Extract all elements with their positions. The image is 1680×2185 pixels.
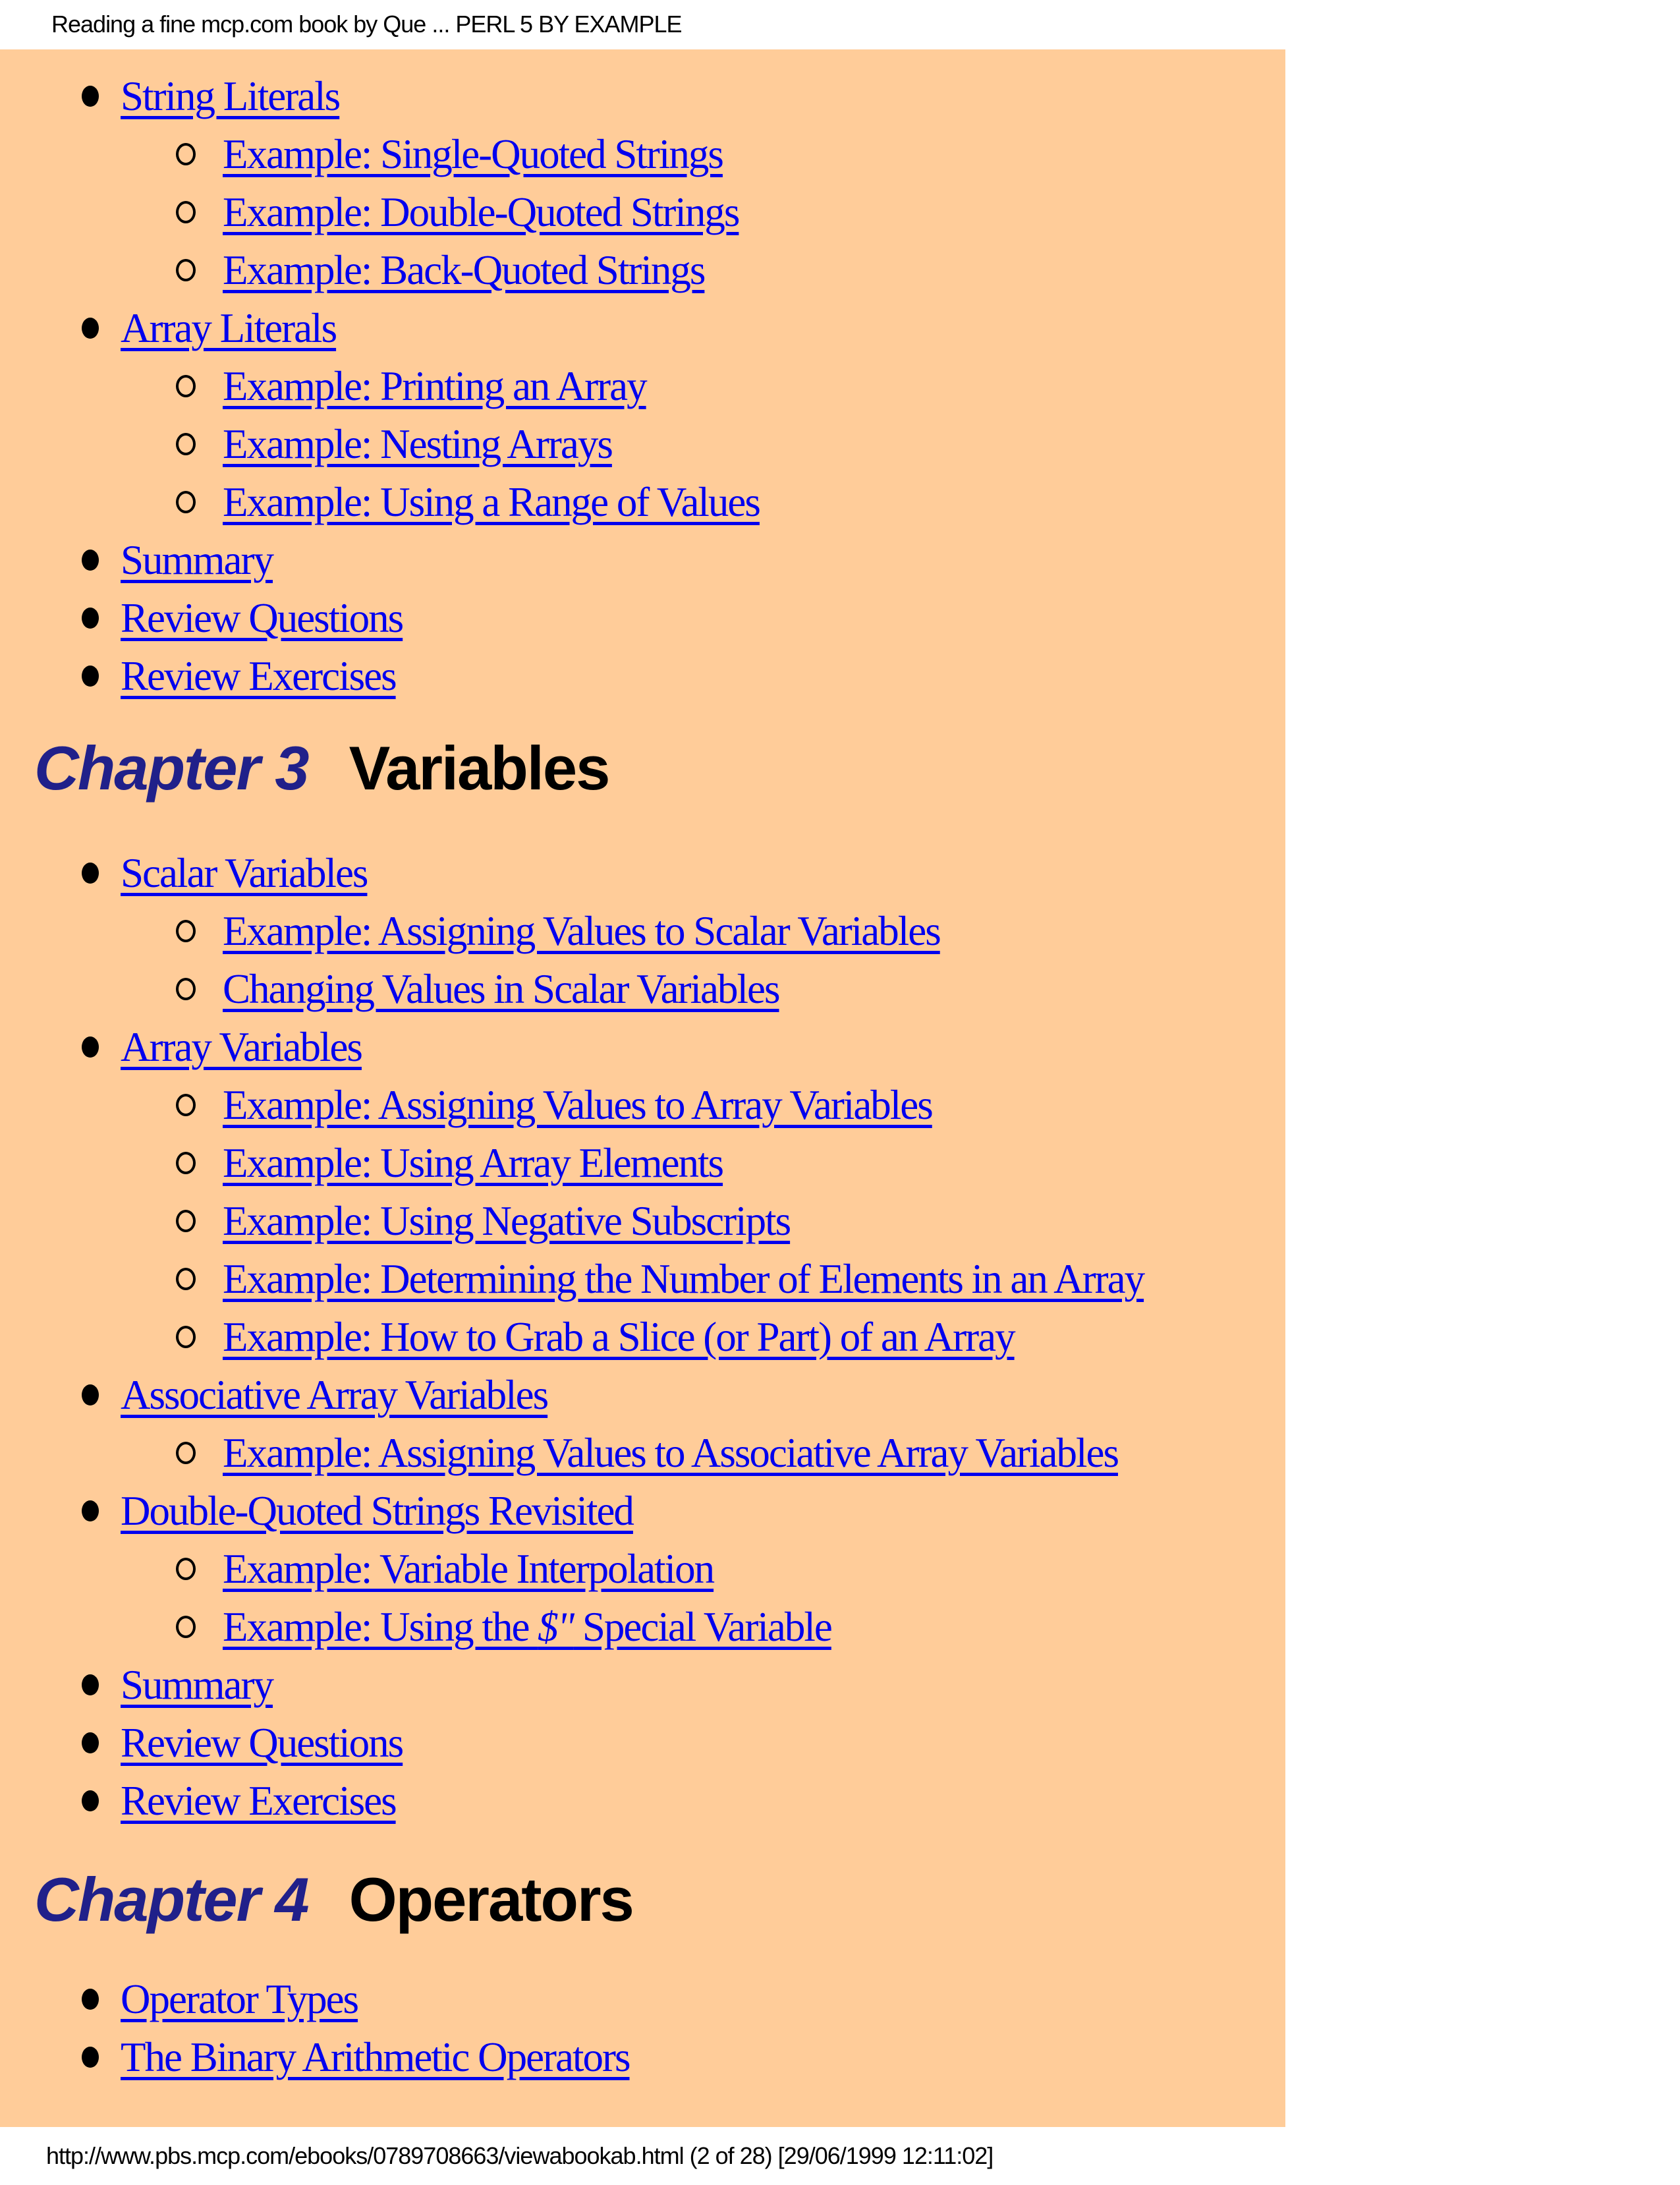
toc-item (0, 1482, 1285, 1540)
toc-item (0, 1424, 1285, 1482)
toc-content-panel (0, 49, 1285, 2127)
toc-item (0, 844, 1285, 902)
toc-link-example-assigning-values-to-scalar-variables[interactable]: Example: Assigning Values to Scalar Variables (223, 907, 940, 954)
toc-link-operator-types[interactable]: Operator Types (121, 1975, 358, 2022)
bullet-circle-icon (176, 1442, 196, 1464)
bullet-circle-icon (176, 433, 196, 455)
bullet-circle-icon (176, 1210, 196, 1232)
toc-item (0, 1018, 1285, 1076)
toc-item (0, 357, 1285, 415)
toc-link-example-using-the-dollar-quote-special-variable[interactable] (223, 1603, 831, 1651)
bullet-circle-icon (176, 1326, 196, 1348)
bullet-circle-icon (176, 1616, 196, 1638)
toc-link-example-single-quoted-strings[interactable]: Example: Single-Quoted Strings (223, 130, 723, 177)
toc-link-summary-ch2[interactable]: Summary (121, 536, 273, 583)
bullet-disc-icon (82, 1674, 99, 1695)
toc-item (0, 531, 1285, 589)
toc-link-example-assigning-values-to-array-variables[interactable]: Example: Assigning Values to Array Variables (223, 1081, 932, 1128)
toc-link-double-quoted-strings-revisited[interactable]: Double-Quoted Strings Revisited (121, 1487, 633, 1534)
toc-link-example-back-quoted-strings[interactable]: Example: Back-Quoted Strings (223, 246, 705, 293)
chapter-4-label: Chapter 4 (34, 1865, 308, 1934)
toc-item (0, 589, 1285, 647)
chapter-4-heading (0, 1860, 1285, 1939)
toc-link-example-assigning-values-to-associative-array-variables[interactable]: Example: Assigning Values to Associative Array Variables (223, 1429, 1118, 1476)
toc-item (0, 1656, 1285, 1714)
bullet-circle-icon (176, 375, 196, 397)
bullet-disc-icon (82, 1036, 99, 1058)
toc-link-review-questions-ch3[interactable]: Review Questions (121, 1719, 403, 1766)
toc-link-review-questions-ch2[interactable]: Review Questions (121, 594, 403, 641)
bullet-disc-icon (82, 1384, 99, 1405)
toc-link-example-determining-number-of-elements[interactable]: Example: Determining the Number of Elements in an Array (223, 1255, 1144, 1302)
toc-link-example-using-array-elements[interactable]: Example: Using Array Elements (223, 1139, 723, 1186)
chapter-3-label: Chapter 3 (34, 733, 308, 803)
toc-link-associative-array-variables[interactable]: Associative Array Variables (121, 1371, 548, 1418)
toc-item (0, 299, 1285, 357)
print-header-title: Reading a fine mcp.com book by Que ... PERL 5 BY EXAMPLE (51, 11, 682, 38)
toc-link-string-literals[interactable]: String Literals (121, 72, 340, 119)
bullet-disc-icon (82, 86, 99, 107)
print-footer-url: http://www.pbs.mcp.com/ebooks/0789708663/viewabookab.html (2 of 28) [29/06/1999 12:11:02] (46, 2142, 994, 2169)
link-text-pre: Example: Using the (223, 1603, 538, 1650)
bullet-disc-icon (82, 2047, 99, 2068)
toc-item (0, 1598, 1285, 1656)
toc-item (0, 1540, 1285, 1598)
toc-link-array-variables[interactable]: Array Variables (121, 1023, 362, 1070)
toc-link-example-using-negative-subscripts[interactable]: Example: Using Negative Subscripts (223, 1197, 791, 1244)
toc-item (0, 183, 1285, 241)
bullet-circle-icon (176, 259, 196, 281)
toc-link-the-binary-arithmetic-operators[interactable]: The Binary Arithmetic Operators (121, 2033, 630, 2080)
toc-item (0, 902, 1285, 960)
toc-item (0, 415, 1285, 473)
bullet-disc-icon (82, 318, 99, 339)
bullet-disc-icon (82, 666, 99, 687)
bullet-circle-icon (176, 491, 196, 513)
bullet-circle-icon (176, 1558, 196, 1580)
toc-item (0, 241, 1285, 299)
bullet-circle-icon (176, 978, 196, 1000)
toc-link-example-nesting-arrays[interactable]: Example: Nesting Arrays (223, 420, 612, 467)
toc-item (0, 1714, 1285, 1772)
toc-link-example-variable-interpolation[interactable]: Example: Variable Interpolation (223, 1545, 714, 1592)
bullet-disc-icon (82, 1500, 99, 1521)
toc-link-scalar-variables[interactable]: Scalar Variables (121, 849, 368, 896)
bullet-disc-icon (82, 550, 99, 571)
toc-item (0, 1134, 1285, 1192)
toc-item (0, 1076, 1285, 1134)
toc-link-summary-ch3[interactable]: Summary (121, 1661, 273, 1708)
bullet-circle-icon (176, 1268, 196, 1290)
bullet-disc-icon (82, 608, 99, 629)
bullet-disc-icon (82, 1790, 99, 1811)
toc-item (0, 67, 1285, 125)
toc-link-example-grab-a-slice[interactable]: Example: How to Grab a Slice (or Part) of an Array (223, 1313, 1015, 1360)
toc-item (0, 473, 1285, 531)
chapter-3-title: Variables (349, 733, 609, 803)
toc-item (0, 1192, 1285, 1250)
toc-link-array-literals[interactable]: Array Literals (121, 304, 337, 351)
toc-item (0, 1308, 1285, 1366)
link-text-post: Special Variable (573, 1603, 831, 1650)
toc-link-example-double-quoted-strings[interactable]: Example: Double-Quoted Strings (223, 188, 739, 235)
toc-link-review-exercises-ch2[interactable]: Review Exercises (121, 652, 396, 699)
toc-link-changing-values-in-scalar-variables[interactable]: Changing Values in Scalar Variables (223, 965, 779, 1012)
bullet-circle-icon (176, 920, 196, 942)
bullet-circle-icon (176, 1094, 196, 1116)
toc-item (0, 1970, 1285, 2028)
bullet-circle-icon (176, 1152, 196, 1174)
toc-item (0, 1250, 1285, 1308)
bullet-circle-icon (176, 201, 196, 223)
toc-item (0, 1772, 1285, 1830)
toc-item (0, 960, 1285, 1018)
bullet-disc-icon (82, 1989, 99, 2010)
bullet-disc-icon (82, 1732, 99, 1753)
bullet-circle-icon (176, 143, 196, 165)
toc-link-example-printing-an-array[interactable]: Example: Printing an Array (223, 362, 646, 409)
bullet-disc-icon (82, 863, 99, 884)
toc-item (0, 1366, 1285, 1424)
special-variable-token: $" (538, 1603, 574, 1650)
chapter-4-title: Operators (349, 1865, 633, 1934)
toc-item (0, 125, 1285, 183)
toc-item (0, 2028, 1285, 2086)
chapter-3-heading (0, 729, 1285, 808)
toc-link-review-exercises-ch3[interactable]: Review Exercises (121, 1777, 396, 1824)
toc-link-example-using-a-range-of-values[interactable]: Example: Using a Range of Values (223, 478, 760, 525)
toc-item (0, 647, 1285, 705)
